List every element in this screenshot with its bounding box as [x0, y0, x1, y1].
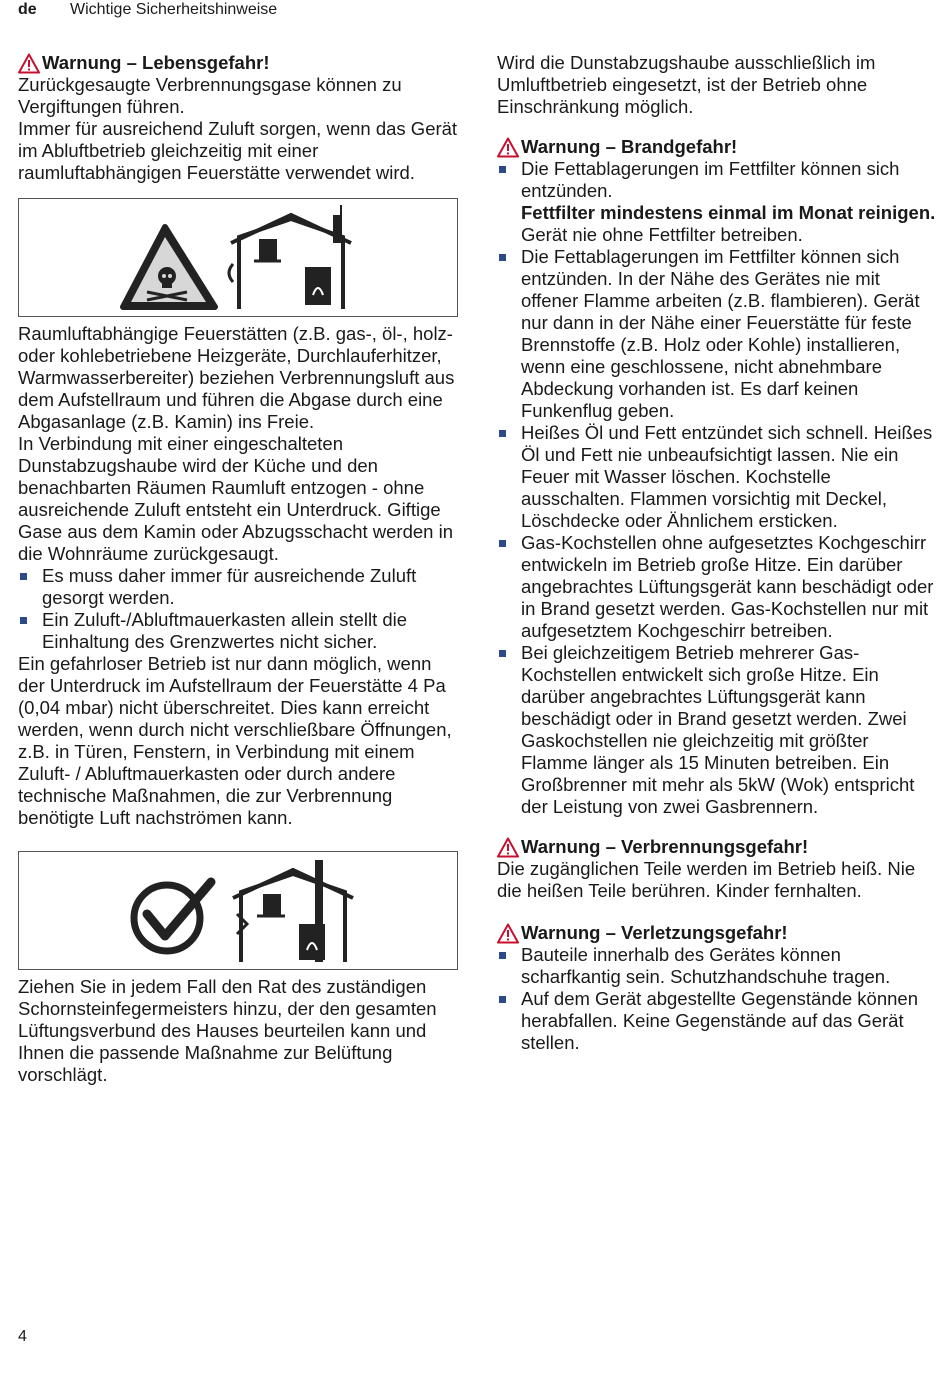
- list-item: Bei gleichzeitigem Betrieb mehrerer Gas-Kochstellen entwickelt sich große Hitze. Ein darüber angebrachtes Lüftungsgerät kann beschädigt oder in Brand gesetzt werden. Zwei Gaskochstellen nie gleichzeitig mit größter Flamme länger als 15 Minuten betreiben. Ein Großbrenner mit mehr als 5kW (Wok) entspricht der Leistung von zwei Gasbrennern.: [497, 642, 937, 818]
- list-item-text: Gerät nie ohne Fettfilter betreiben.: [521, 224, 803, 245]
- warning-triangle-icon: [497, 137, 519, 158]
- section-title: Wichtige Sicherheitshinweise: [70, 1, 278, 18]
- warning-heading-fire: [497, 136, 937, 158]
- warning-title: Warnung – Brandgefahr!: [521, 136, 738, 157]
- intro-text-2: Immer für ausreichend Zuluft sorgen, wenn das Gerät im Abluftbetrieb gleichzeitig mit einer raumluftabhängigen Feuerstätte verwendet wird.: [18, 118, 458, 183]
- paragraph-chimney-sweep: Ziehen Sie in jedem Fall den Rat des zuständigen Schornsteinfegermeisters hinzu, der den gesamten Lüftungsverbund des Hauses beurteilen kann und Ihnen die passende Maßnahme zur Belüftung vorschlägt.: [18, 976, 437, 1085]
- paragraph-safe-operation: Ein gefahrloser Betrieb ist nur dann möglich, wenn der Unterdruck im Aufstellraum der Feuerstätte 4 Pa (0,04 mbar) nicht überschreitet. Dies kann erreicht werden, wenn durch nicht verschließbare Öffnungen, z.B. in Türen, Fenstern, in Verbindung mit einem Zuluft- / Abluftmauerkasten oder durch andere technische Maßnahmen, die zur Verbrennung benötigte Luft nachströmen kann.: [18, 653, 452, 828]
- bullet-list-air-supply: [18, 565, 458, 653]
- house-diagram-icon: [229, 205, 351, 309]
- warning-triangle-icon: [497, 837, 519, 858]
- warning-title: Warnung – Verletzungsgefahr!: [521, 922, 788, 943]
- list-item-bold-instruction: Fettfilter mindestens einmal im Monat reinigen.: [521, 202, 936, 223]
- paragraph-negative-pressure: In Verbindung mit einer eingeschalteten Dunstabzugshaube wird der Küche und den benachbarten Räumen Raumluft entzogen - ohne ausreichende Zuluft entsteht ein Unterdruck. Giftige Gase aus dem Kamin oder Abzugsschacht werden in die Wohnräume zurückgesaugt.: [18, 433, 453, 564]
- warning-heading-danger: [18, 52, 458, 74]
- warning-title: Warnung – Verbrennungsgefahr!: [521, 836, 809, 857]
- warning-title: Warnung – Lebensgefahr!: [42, 52, 270, 73]
- bullet-list-injury: [497, 944, 937, 1054]
- list-item: Auf dem Gerät abgestellte Gegenstände können herabfallen. Keine Gegenstände auf das Gerät stellen.: [497, 988, 937, 1054]
- intro-text-1: Zurückgesaugte Verbrennungsgase können zu Vergiftungen führen.: [18, 74, 402, 117]
- checkmark-icon: [134, 882, 211, 951]
- house-diagram-icon: [233, 860, 353, 962]
- left-column: [18, 52, 458, 1086]
- figure-safe-operation: [18, 851, 458, 970]
- poison-warning-icon: [123, 227, 215, 307]
- list-item: Die Fettablagerungen im Fettfilter können sich entzünden. In der Nähe des Gerätes nie mit offener Flamme arbeiten (z.B. flambieren). Gerät nur dann in der Nähe einer Feuerstätte für feste Brennstoffe (z.B. Holz oder Kohle) installieren, wenn eine geschlossene, nicht abnehmbare Abdeckung vorhanden ist. Es darf keinen Funkenflug geben.: [497, 246, 937, 422]
- warning-heading-burn: [497, 836, 937, 858]
- warning-heading-injury: [497, 922, 937, 944]
- recirculation-text: Wird die Dunstabzugshaube ausschließlich im Umluftbetrieb eingesetzt, ist der Betrieb ohne Einschränkung möglich.: [497, 52, 876, 117]
- warning-triangle-icon: [497, 923, 519, 944]
- language-code: de: [18, 1, 37, 18]
- burn-warning-text: Die zugänglichen Teile werden im Betrieb heiß. Nie die heißen Teile berühren. Kinder fernhalten.: [497, 858, 916, 901]
- page-number: 4: [18, 1328, 27, 1345]
- list-item-text: Die Fettablagerungen im Fettfilter können sich entzünden.: [521, 158, 900, 201]
- bullet-list-fire: [497, 158, 937, 818]
- list-item: Ein Zuluft-/Abluftmauerkasten allein stellt die Einhaltung des Grenzwertes nicht sicher.: [18, 609, 458, 653]
- list-item: Es muss daher immer für ausreichende Zuluft gesorgt werden.: [18, 565, 458, 609]
- warning-triangle-icon: [18, 53, 40, 74]
- paragraph-furnaces: Raumluftabhängige Feuerstätten (z.B. gas-, öl-, holz- oder kohlebetriebene Heizgeräte, Durchlauferhitzer, Warmwasserbereiter) beziehen Verbrennungsluft aus dem Aufstellraum und führen die Abgase durch eine Abgasanlage (z.B. Kamin) ins Freie.: [18, 323, 455, 432]
- list-item: [497, 158, 937, 246]
- page-header: [18, 0, 278, 20]
- list-item: Heißes Öl und Fett entzündet sich schnell. Heißes Öl und Fett nie unbeaufsichtigt lassen. Nie ein Feuer mit Wasser löschen. Kochstelle ausschalten. Flammen vorsichtig mit Deckel, Löschdecke oder Ähnlichem ersticken.: [497, 422, 937, 532]
- list-item: Gas-Kochstellen ohne aufgesetztes Kochgeschirr entwickeln im Betrieb große Hitze. Ein darüber angebrachtes Lüftungsgerät kann beschädigt oder in Brand gesetzt werden. Gas-Kochstellen nur mit aufgesetztem Kochgeschirr betreiben.: [497, 532, 937, 642]
- list-item: Bauteile innerhalb des Gerätes können scharfkantig sein. Schutzhandschuhe tragen.: [497, 944, 937, 988]
- figure-poison-hazard: [18, 198, 458, 317]
- right-column: [497, 52, 937, 1054]
